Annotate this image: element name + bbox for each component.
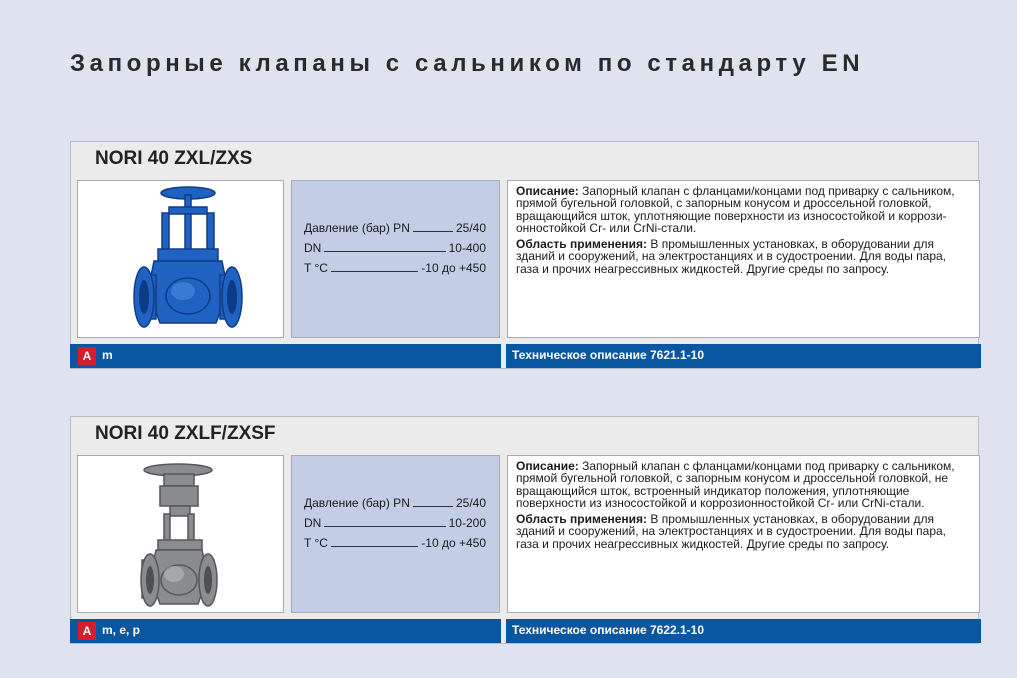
tech-ref-bar — [506, 619, 981, 643]
codes-text: m, e, p — [102, 623, 141, 637]
spec-row-dn — [304, 514, 486, 530]
description-panel — [507, 180, 980, 338]
page-title: Запорные клапаны с сальником по стандарту EN — [70, 50, 865, 77]
spec-value: 10-200 — [448, 516, 486, 530]
product-card — [70, 416, 979, 644]
description-paragraph — [516, 185, 971, 234]
a-badge-icon: A — [78, 347, 96, 365]
spec-value: -10 до +450 — [421, 536, 486, 550]
spec-row-temperature — [304, 259, 486, 275]
codes-bar — [70, 344, 501, 368]
spec-label: T °C — [304, 261, 328, 275]
application-text: В промышленных установках, в оборудовании для зданий и сооружений, на электростанциях и в судостроении. Для воды пара, газа и прочих неагрессивных жидкостей. Другие среды по запросу. — [516, 237, 947, 276]
product-image-frame — [77, 180, 284, 338]
spec-label: DN — [304, 241, 322, 255]
application-label: Область применения: — [516, 512, 648, 527]
codes-text: m — [102, 348, 113, 362]
spec-value: -10 до +450 — [421, 261, 486, 275]
a-badge-icon: A — [78, 622, 96, 640]
spec-value: 25/40 — [455, 221, 486, 235]
spec-value: 25/40 — [455, 496, 486, 510]
blue-gate-valve-image — [78, 181, 285, 339]
product-title: NORI 40 ZXL/ZXS — [95, 148, 253, 169]
spec-label: T °C — [304, 536, 328, 550]
description-panel — [507, 455, 980, 613]
spec-value: 10-400 — [448, 241, 486, 255]
product-image-frame — [77, 455, 284, 613]
spec-label: DN — [304, 516, 322, 530]
description-paragraph — [516, 460, 971, 509]
spec-row-pressure — [304, 219, 486, 235]
tech-ref-link[interactable]: Техническое описание 7622.1-10 — [512, 623, 705, 637]
spec-row-dn — [304, 239, 486, 255]
description-label: Описание: — [516, 459, 579, 473]
tech-ref-link[interactable]: Техническое описание 7621.1-10 — [512, 348, 705, 362]
grey-gate-valve-image — [78, 456, 285, 614]
description-label: Описание: — [516, 184, 579, 198]
tech-ref-bar — [506, 344, 981, 368]
spec-panel — [291, 180, 500, 338]
spec-label: Давление (бар) PN — [304, 221, 410, 235]
description-text: Запорный клапан с фланцами/концами под приварку с сальником, прямой бугельной головкой, с запорным конусом и дроссельной головкой, вращающийся шток, уплотняющие поверхности из износостойкой и коррози-онностойкой Cr- или CrNi-стали. — [516, 184, 955, 235]
spec-row-temperature — [304, 534, 486, 550]
spec-label: Давление (бар) PN — [304, 496, 410, 510]
product-title: NORI 40 ZXLF/ZXSF — [95, 423, 276, 444]
application-paragraph — [516, 513, 971, 550]
product-card — [70, 141, 979, 369]
codes-bar — [70, 619, 501, 643]
application-label: Область применения: — [516, 237, 648, 252]
application-text: В промышленных установках, в оборудовании для зданий и сооружений, на электростанциях и в судостроении. Для воды пара, газа и прочих неагрессивных жидкостей. Другие среды по запросу. — [516, 512, 947, 551]
spec-row-pressure — [304, 494, 486, 510]
application-paragraph — [516, 238, 971, 275]
spec-panel — [291, 455, 500, 613]
description-text: Запорный клапан с фланцами/концами под приварку с сальником, прямой бугельной головкой, с запорным конусом и дроссельной головкой, не вращающийся шток, встроенный индикатор положения, уплотняющие поверхности из износостойкой и коррозионностойкой Cr- или CrNi-стали. — [516, 459, 955, 510]
